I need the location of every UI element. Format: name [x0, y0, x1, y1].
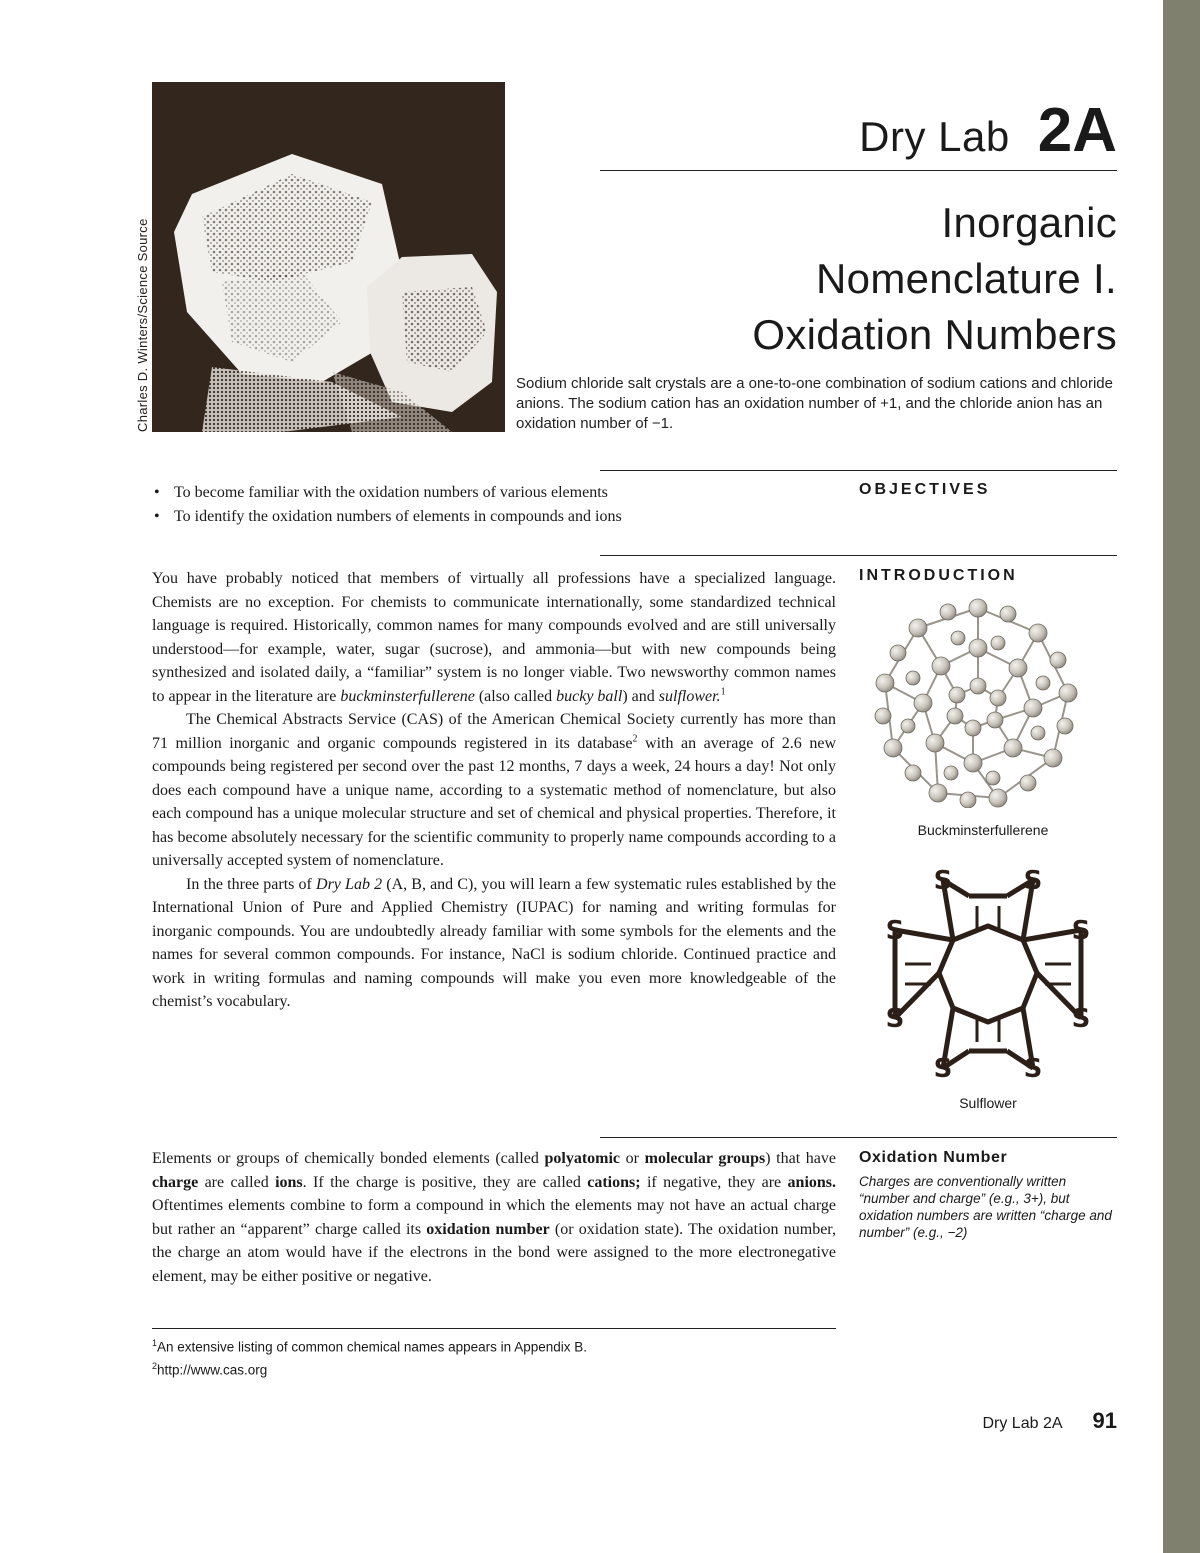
introduction-body — [152, 567, 836, 1014]
objective-text: To become familiar with the oxidation numbers of various elements — [174, 484, 608, 501]
sulfur-atom: S — [1023, 1054, 1043, 1084]
text-run: The Chemical Abstracts Service (CAS) of the American Chemical Society currently has more than 71 million inorganic and organic compounds registered in its database — [152, 711, 836, 752]
text-run: if negative, they are — [640, 1173, 788, 1191]
page-number: 91 — [1092, 1408, 1117, 1433]
term-polyatomic: polyatomic — [544, 1150, 621, 1167]
footer-label: Dry Lab 2A — [982, 1415, 1063, 1432]
footnote-ref: 2 — [632, 733, 638, 745]
footnote-2 — [152, 1357, 836, 1380]
text-run: ) that have — [765, 1150, 837, 1167]
chapter-label — [600, 95, 1117, 166]
intro-paragraph-1 — [152, 567, 836, 708]
photo-credit: Charles D. Winters/Science Source — [135, 218, 150, 432]
introduction-heading: INTRODUCTION — [859, 567, 1018, 584]
introduction-rule — [600, 555, 1117, 556]
page-edge-bar — [1163, 0, 1200, 1553]
objectives-rule — [600, 470, 1117, 471]
term-anions: anions. — [787, 1173, 837, 1191]
objectives-heading: OBJECTIVES — [859, 481, 991, 498]
text-run: In the three parts of — [186, 875, 317, 893]
text-run: (or oxidation state). The oxidation number, the charge an atom would have if the electrons in the bond were assigned to the more electronegative element, may be either positive or negative. — [152, 1220, 836, 1285]
term-buckminsterfullerene: buckminsterfullerene — [340, 687, 475, 705]
footnote-link[interactable]: http://www.cas.org — [157, 1362, 268, 1377]
chapter-label-text: Dry Lab — [859, 113, 1010, 160]
text-run: or — [620, 1150, 645, 1167]
text-run: ) and — [622, 687, 659, 705]
sulfur-atom: S — [933, 1054, 953, 1084]
buckminsterfullerene-figure — [873, 598, 1083, 808]
buckminsterfullerene-caption: Buckminsterfullerene — [917, 822, 1049, 838]
footnote-mark: 1 — [152, 1338, 158, 1348]
sulfur-atom: S — [885, 1004, 905, 1034]
term-charge: charge — [152, 1173, 199, 1191]
bullet: • — [154, 508, 160, 525]
photo-caption: Sodium chloride salt crystals are a one-to-one combination of sodium cations and chloride anions. The sodium cation has an oxidation number of +1, and the chloride anion has an oxidation number of −1. — [516, 375, 1113, 432]
sulflower-figure — [873, 858, 1103, 1088]
footnotes — [152, 1334, 836, 1379]
text-run: You have probably noticed that members of virtually all professions have a specialized language. Chemists are no exception. For chemists to communicate internationally, some standardized technical language is required. Historically, common names for many compounds evolved and are still universally understood—for example, water, sugar (sucrose), and ammonia—but with new compounds being synthesized and isolated daily, a “familiar” system is no longer viable. Two newsworthy common names to appear in the literature are — [152, 570, 836, 705]
text-run: with an average of 2.6 new compounds being registered per second over the past 12 months, 7 days a week, 24 hours a day! Not only does each compound have a unique name, according to a systematic method of nomenclature, but also each compound has a unique molecular structure and set of chemical and physical properties. Therefore, it has become absolutely necessary for the scientific community to properly name compounds according to a universally accepted system of nomenclature. — [152, 734, 837, 869]
page-footer — [900, 1408, 1117, 1434]
footnote-ref: 1 — [720, 686, 726, 698]
oxidation-body — [152, 1147, 836, 1288]
header-rule — [600, 170, 1117, 171]
chapter-title — [560, 195, 1117, 363]
term-bucky-ball: bucky ball — [556, 687, 623, 705]
sulfur-atom: S — [1071, 1004, 1091, 1034]
text-run: (A, B, and C), you will learn a few systematic rules established by the International Union of Pure and Applied Chemistry (IUPAC) for naming and writing formulas for inorganic compounds. You are undoubtedly already familiar with some symbols for the elements and the names for several common compounds. For instance, NaCl is sodium chloride. Continued practice and work in writing formulas and naming compounds will make you even more knowledgeable of the chemist’s vocabulary. — [152, 875, 837, 1010]
sulfur-atom: S — [1071, 916, 1091, 946]
footnote-mark: 2 — [152, 1360, 158, 1371]
salt-crystal-photo — [152, 82, 505, 432]
footnote-text: An extensive listing of common chemical names appears in Appendix B. — [157, 1339, 587, 1355]
chapter-number: 2A — [1037, 96, 1117, 165]
sulfur-atom: S — [885, 916, 905, 946]
objective-item — [152, 481, 842, 505]
sulfur-atom: S — [933, 866, 953, 896]
term-molecular-groups: molecular groups — [644, 1150, 766, 1167]
sulflower-bonds — [895, 880, 1081, 1068]
oxidation-paragraph — [152, 1147, 836, 1288]
objective-text: To identify the oxidation numbers of elements in compounds and ions — [174, 508, 622, 525]
title-line-1: Inorganic — [941, 199, 1117, 246]
title-line-3: Oxidation Numbers — [752, 311, 1117, 358]
sulfur-atom: S — [1023, 866, 1043, 896]
footnote-1 — [152, 1334, 836, 1357]
intro-paragraph-3 — [152, 873, 836, 1014]
term-cations: cations; — [587, 1173, 641, 1191]
objective-item — [152, 505, 842, 529]
term-dry-lab-2: Dry Lab 2 — [316, 875, 383, 893]
bullet: • — [154, 484, 160, 501]
carbon-atoms — [875, 599, 1077, 808]
term-ions: ions — [275, 1173, 303, 1191]
footnote-rule — [152, 1328, 836, 1329]
text-run: Elements or groups of chemically bonded elements (called — [152, 1150, 545, 1167]
term-oxidation-number: oxidation number — [426, 1220, 550, 1238]
sulflower-caption: Sulflower — [959, 1095, 1017, 1111]
text-run: are called — [198, 1173, 276, 1191]
title-line-2: Nomenclature I. — [816, 255, 1117, 302]
text-run: . If the charge is positive, they are called — [302, 1173, 588, 1191]
term-sulflower: sulflower. — [658, 687, 721, 705]
text-run: Oftentimes elements combine to form a compound in which the elements may not have an actual charge but rather an “apparent” charge called its — [152, 1197, 836, 1238]
oxidation-number-heading: Oxidation Number — [859, 1149, 1008, 1166]
intro-paragraph-2 — [152, 708, 836, 873]
oxidation-number-note: Charges are conventionally written “number and charge” (e.g., 3+), but oxidation numbers are written “charge and number” (e.g., −2) — [859, 1174, 1112, 1240]
objectives-list — [152, 481, 842, 529]
oxidation-rule — [600, 1137, 1117, 1138]
text-run: (also called — [474, 687, 557, 705]
